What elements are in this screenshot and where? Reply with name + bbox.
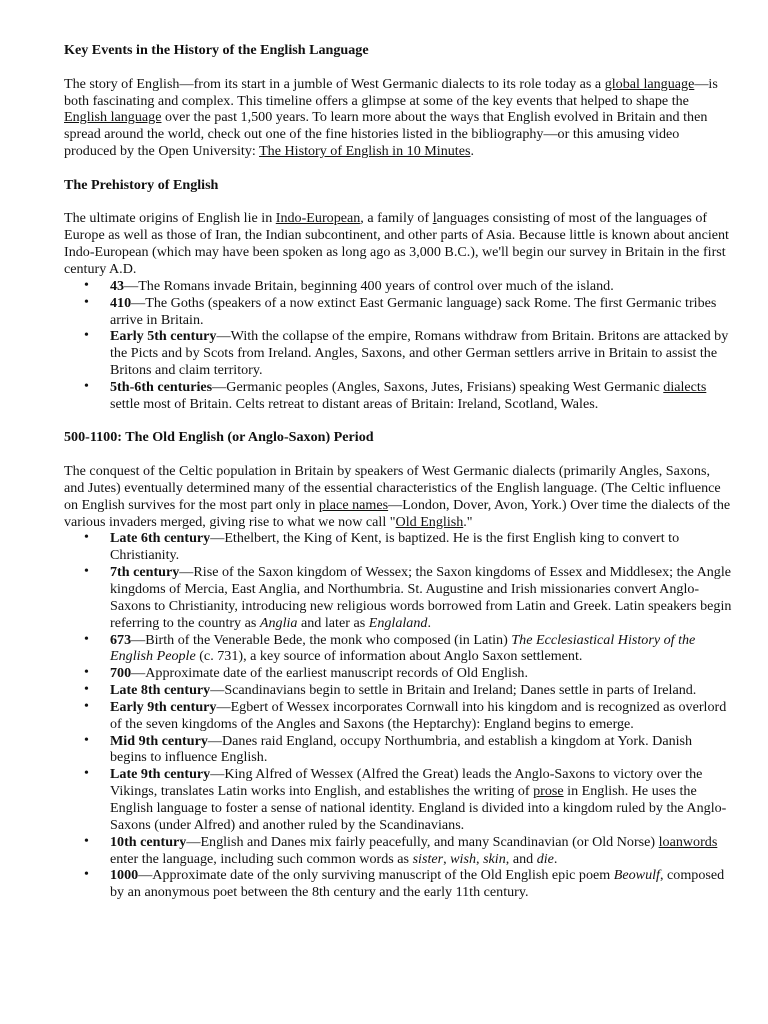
event-text: , composed by an anonymous poet between the 8th century and the early 11th century. — [110, 867, 725, 901]
bullet-icon: • — [84, 867, 89, 883]
event-date: 700 — [110, 665, 132, 682]
list-item — [63, 699, 732, 733]
list-item — [63, 632, 732, 666]
old-english-text-3: ." — [463, 513, 473, 530]
prehistory-text-2: , a family of — [360, 210, 433, 227]
indo-european-link[interactable]: Indo-European — [275, 210, 361, 227]
event-date: 410 — [110, 294, 132, 311]
event-text: and later as — [297, 614, 369, 631]
intro-text-1: The story of English—from its start in a jumble of West Germanic dialects to its role today as a — [64, 75, 605, 92]
event-date: Early 9th century — [110, 698, 217, 715]
event-text: . — [427, 614, 431, 631]
loanwords-link[interactable]: loanwords — [658, 833, 718, 850]
prehistory-text-3: anguages consisting of most of the languages of Europe as well as those of Iran, the Indian subcontinent, and other parts of Asia. Because little is known about ancient Indo-European (which may have been spoken as long ago as 3,000 B.C.), we'll begin our survey in Britain in the first century A.D. — [64, 210, 729, 277]
event-text: —Approximate date of the only surviving manuscript of the Old English epic poem — [138, 867, 614, 884]
list-item — [63, 328, 732, 379]
event-date: 5th-6th centuries — [110, 378, 213, 395]
event-date: Late 6th century — [110, 530, 211, 547]
list-item — [63, 682, 732, 699]
event-text: —Ethelbert, the King of Kent, is baptized. He is the first English king to convert to Christianity. — [110, 530, 680, 564]
italic-term: sister — [412, 850, 444, 867]
global-language-link[interactable]: global language — [604, 75, 695, 92]
event-text: . — [553, 850, 558, 867]
event-text: —Rise of the Saxon kingdom of Wessex; the Saxon kingdoms of Essex and Middlesex; the Angle kingdoms of Mercia, East Anglia, and Northumbria. St. Augustine and Irish missionaries convert Anglo-Saxons to Christianity, introducing new religious words borrowed from Latin and Greek. Latin speakers begin referring to the country as — [110, 564, 732, 631]
separator-text: , — [476, 850, 484, 867]
prose-link[interactable]: prose — [533, 783, 564, 800]
bullet-icon: • — [84, 766, 89, 782]
event-text: —Egbert of Wessex incorporates Cornwall into his kingdom and is recognized as overlord of the seven kingdoms of the Angles and Saxons (the Heptarchy): England begins to emerge. — [110, 698, 727, 732]
event-date: 1000 — [110, 867, 139, 884]
event-date: 43 — [110, 277, 125, 294]
intro-text-2: —is both fascinating and complex. This timeline offers a glimpse at some of the key events that helped to shape the — [64, 75, 718, 109]
old-english-link[interactable]: Old English — [395, 513, 464, 530]
old-english-heading: 500-1100: The Old English (or Anglo-Saxon) Period — [64, 429, 374, 446]
prehistory-heading: The Prehistory of English — [64, 176, 219, 193]
event-text: settle most of Britain. Celts retreat to distant areas of Britain: Ireland, Scotland, Wales. — [110, 395, 599, 412]
event-date: Mid 9th century — [110, 732, 208, 749]
italic-term: Anglia — [259, 614, 298, 631]
list-item — [63, 665, 732, 682]
history-video-link[interactable]: The History of English in 10 Minutes — [259, 143, 471, 160]
old-english-timeline — [64, 530, 732, 901]
list-item — [63, 867, 732, 901]
prehistory-timeline — [64, 278, 732, 413]
event-text: —Danes raid England, occupy Northumbria, and establish a kingdom at York. Danish begins to influence English. — [110, 732, 693, 766]
prehistory-paragraph — [64, 210, 732, 277]
bullet-icon: • — [84, 698, 89, 714]
page-title: Key Events in the History of the English Language — [64, 42, 369, 58]
event-text: —Germanic peoples (Angles, Saxons, Jutes, Frisians) speaking West Germanic — [212, 378, 664, 395]
old-english-text-1: The conquest of the Celtic population in Britain by speakers of West Germanic dialects (primarily Angles, Saxons, and Jutes) eventually determined many of the essential characteristics of the English language. (The Celtic influence on English survives for the most part only in — [64, 463, 721, 513]
event-text: —Approximate date of the earliest manuscript records of Old English. — [131, 665, 529, 682]
list-item — [63, 766, 732, 833]
bullet-icon: • — [84, 631, 89, 647]
event-text: enter the language, including such common words as — [110, 850, 413, 867]
bullet-icon: • — [84, 294, 89, 310]
intro-paragraph — [64, 76, 732, 160]
bullet-icon: • — [84, 682, 89, 698]
languages-link[interactable]: l — [432, 210, 437, 227]
list-item — [63, 733, 732, 767]
bullet-icon: • — [84, 833, 89, 849]
old-english-paragraph — [64, 463, 732, 530]
bullet-icon: • — [84, 530, 89, 546]
prehistory-text-1: The ultimate origins of English lie in — [64, 210, 276, 227]
event-text: —King Alfred of Wessex (Alfred the Great) leads the Anglo-Saxons to victory over the Vikings, translates Latin works into English, and establishes the writing of — [110, 766, 703, 800]
bullet-icon: • — [84, 328, 89, 344]
separator-text: , — [443, 850, 451, 867]
event-text: —The Goths (speakers of a now extinct East Germanic language) sack Rome. The first Germanic tribes arrive in Britain. — [110, 294, 717, 328]
event-text: —Scandinavians begin to settle in Britain and Ireland; Danes settle in parts of Ireland. — [210, 682, 697, 699]
bullet-icon: • — [84, 732, 89, 748]
italic-term: skin — [483, 850, 506, 867]
book-title: The Ecclesiastical History of the English People — [110, 631, 696, 665]
event-date: Late 9th century — [110, 766, 211, 783]
intro-text-3: over the past 1,500 years. To learn more about the ways that English evolved in Britain and then spread around the world, check out one of the fine histories listed in the bibliography—or this amusing video produced by the Open University: — [64, 109, 708, 160]
bullet-icon: • — [84, 378, 89, 394]
bullet-icon: • — [84, 665, 89, 681]
separator-text: , and — [505, 850, 537, 867]
list-item — [63, 564, 732, 631]
event-text: —Birth of the Venerable Bede, the monk who composed (in Latin) — [131, 631, 512, 648]
event-text: —With the collapse of the empire, Romans withdraw from Britain. Britons are attacked by the Picts and by Scots from Ireland. Angles, Saxons, and other German settlers arrive in Britain to assist the Britons and claim territory. — [110, 328, 729, 379]
italic-term: die — [536, 850, 554, 867]
list-item — [63, 295, 732, 329]
italic-term: wish — [450, 850, 477, 867]
event-date: Early 5th century — [110, 328, 217, 345]
event-text: —The Romans invade Britain, beginning 400 years of control over much of the island. — [124, 277, 614, 294]
italic-term: Englaland — [368, 614, 428, 631]
bullet-icon: • — [84, 277, 89, 293]
dialects-link[interactable]: dialects — [663, 378, 707, 395]
event-text: (c. 731), a key source of information about Anglo Saxon settlement. — [195, 648, 583, 665]
poem-title: Beowulf — [613, 867, 660, 884]
event-text: in English. He uses the English language to foster a sense of national identity. England is divided into a kingdom ruled by the Anglo-Saxons (under Alfred) and another ruled by the Scandinavians. — [110, 783, 727, 833]
list-item — [63, 530, 732, 564]
bullet-icon: • — [84, 564, 89, 580]
event-date: 673 — [110, 631, 132, 648]
event-text: —English and Danes mix fairly peacefully, and many Scandinavian (or Old Norse) — [186, 833, 659, 850]
list-item — [63, 278, 732, 295]
old-english-text-2: —London, Dover, Avon, York.) Over time the dialects of the various invaders merged, giving rise to what we now call " — [64, 496, 731, 530]
intro-text-4: . — [470, 143, 474, 160]
list-item — [63, 379, 732, 413]
place-names-link[interactable]: place names — [318, 496, 389, 513]
event-date: Late 8th century — [110, 682, 211, 699]
list-item — [63, 834, 732, 868]
event-date: 7th century — [110, 564, 180, 581]
english-language-link[interactable]: English language — [64, 109, 162, 126]
event-date: 10th century — [110, 833, 187, 850]
